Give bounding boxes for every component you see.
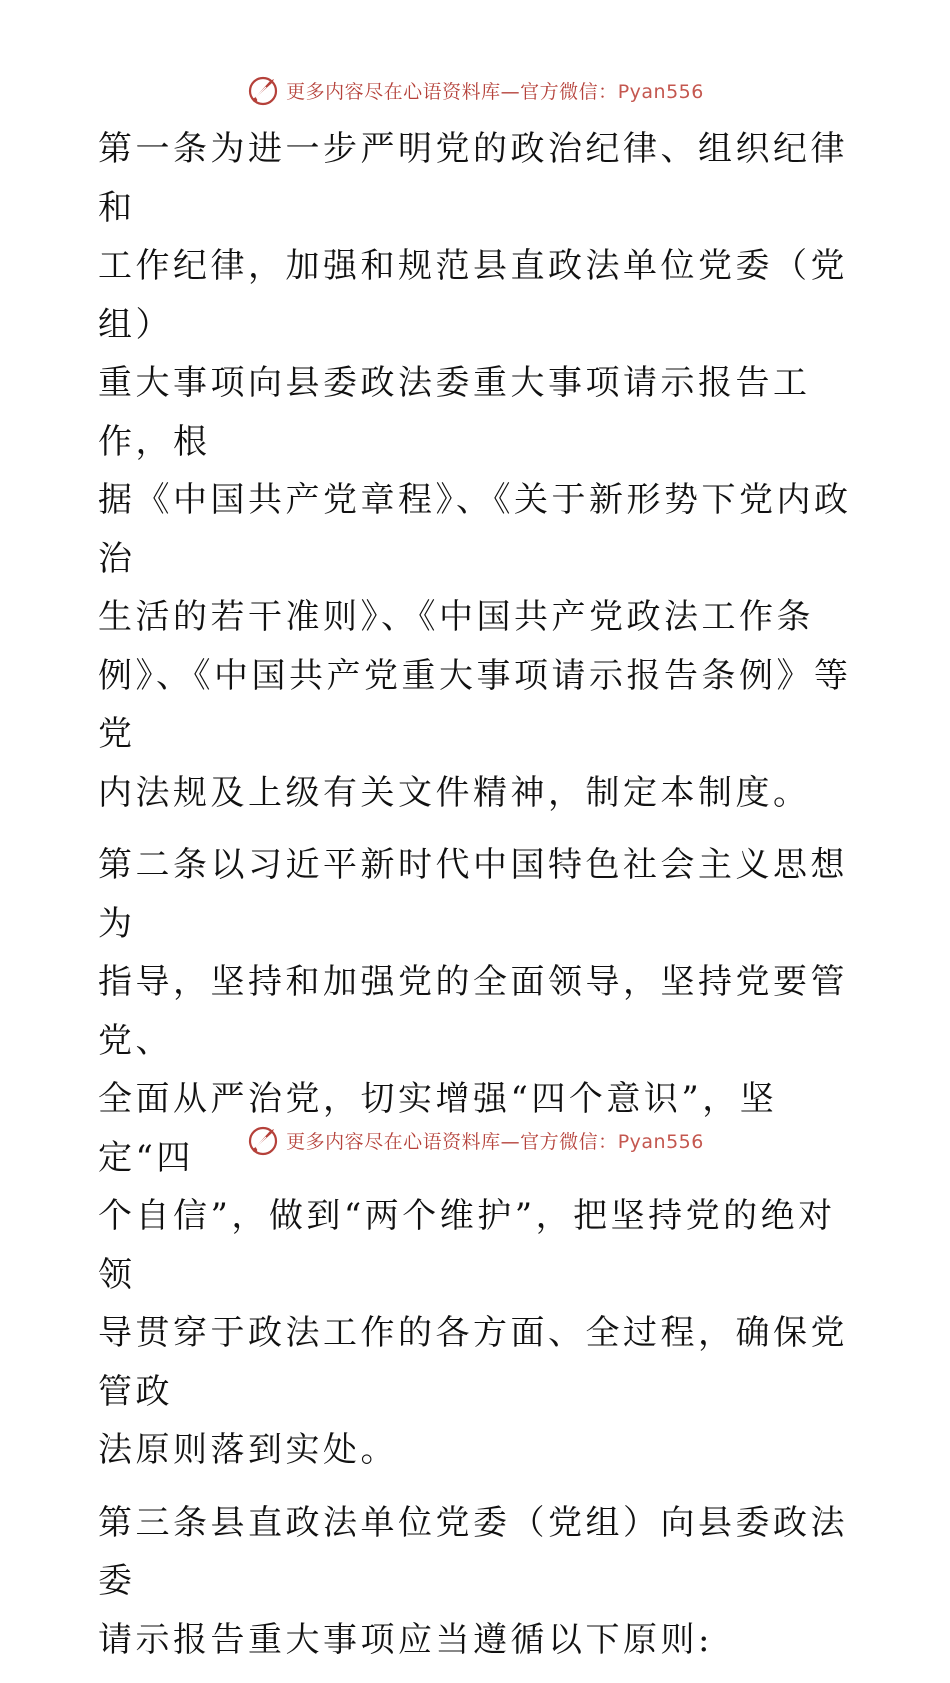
header-watermark bbox=[0, 70, 950, 110]
wechat-account: Pyan556 bbox=[617, 1130, 704, 1153]
quill-ink-logo-icon bbox=[246, 1123, 280, 1157]
watermark-text: 更多内容尽在心语资料库—官方微信：Pyan556 bbox=[286, 80, 704, 103]
article-3-paragraph: 第三条县直政法单位党委（党组）向县委政法委 请示报告重大事项应当遵循以下原则: bbox=[98, 1502, 848, 1660]
document-body bbox=[98, 120, 858, 1683]
watermark-text: 更多内容尽在心语资料库—官方微信：Pyan556 bbox=[286, 1130, 704, 1153]
quill-ink-logo-icon bbox=[246, 73, 280, 107]
article-2-paragraph: 第二条以习近平新时代中国特色社会主义思想为 指导，坚持和加强党的全面领导，坚持党要管党、 全面从严治党，切实增强“四个意识”，坚定“四 个自信”，做到“两个维护”，把坚持党的绝对领 导贯穿于政法工作的各方面、全过程，确保党管政 法原则落到实处。 bbox=[98, 845, 848, 1470]
article-1-paragraph: 第一条为进一步严明党的政治纪律、组织纪律和 工作纪律，加强和规范县直政法单位党委（党组） 重大事项向县委政法委重大事项请示报告工作，根 据《中国共产党章程》、《关于新形势下党内政治 生活的若干准则》、《中国共产党政法工作条 例》、《中国共产党重大事项请示报告条例》等党 内法规及上级有关文件精神，制定本制度。 bbox=[98, 129, 852, 813]
wechat-account: Pyan556 bbox=[617, 80, 704, 103]
footer-watermark bbox=[0, 1120, 950, 1160]
